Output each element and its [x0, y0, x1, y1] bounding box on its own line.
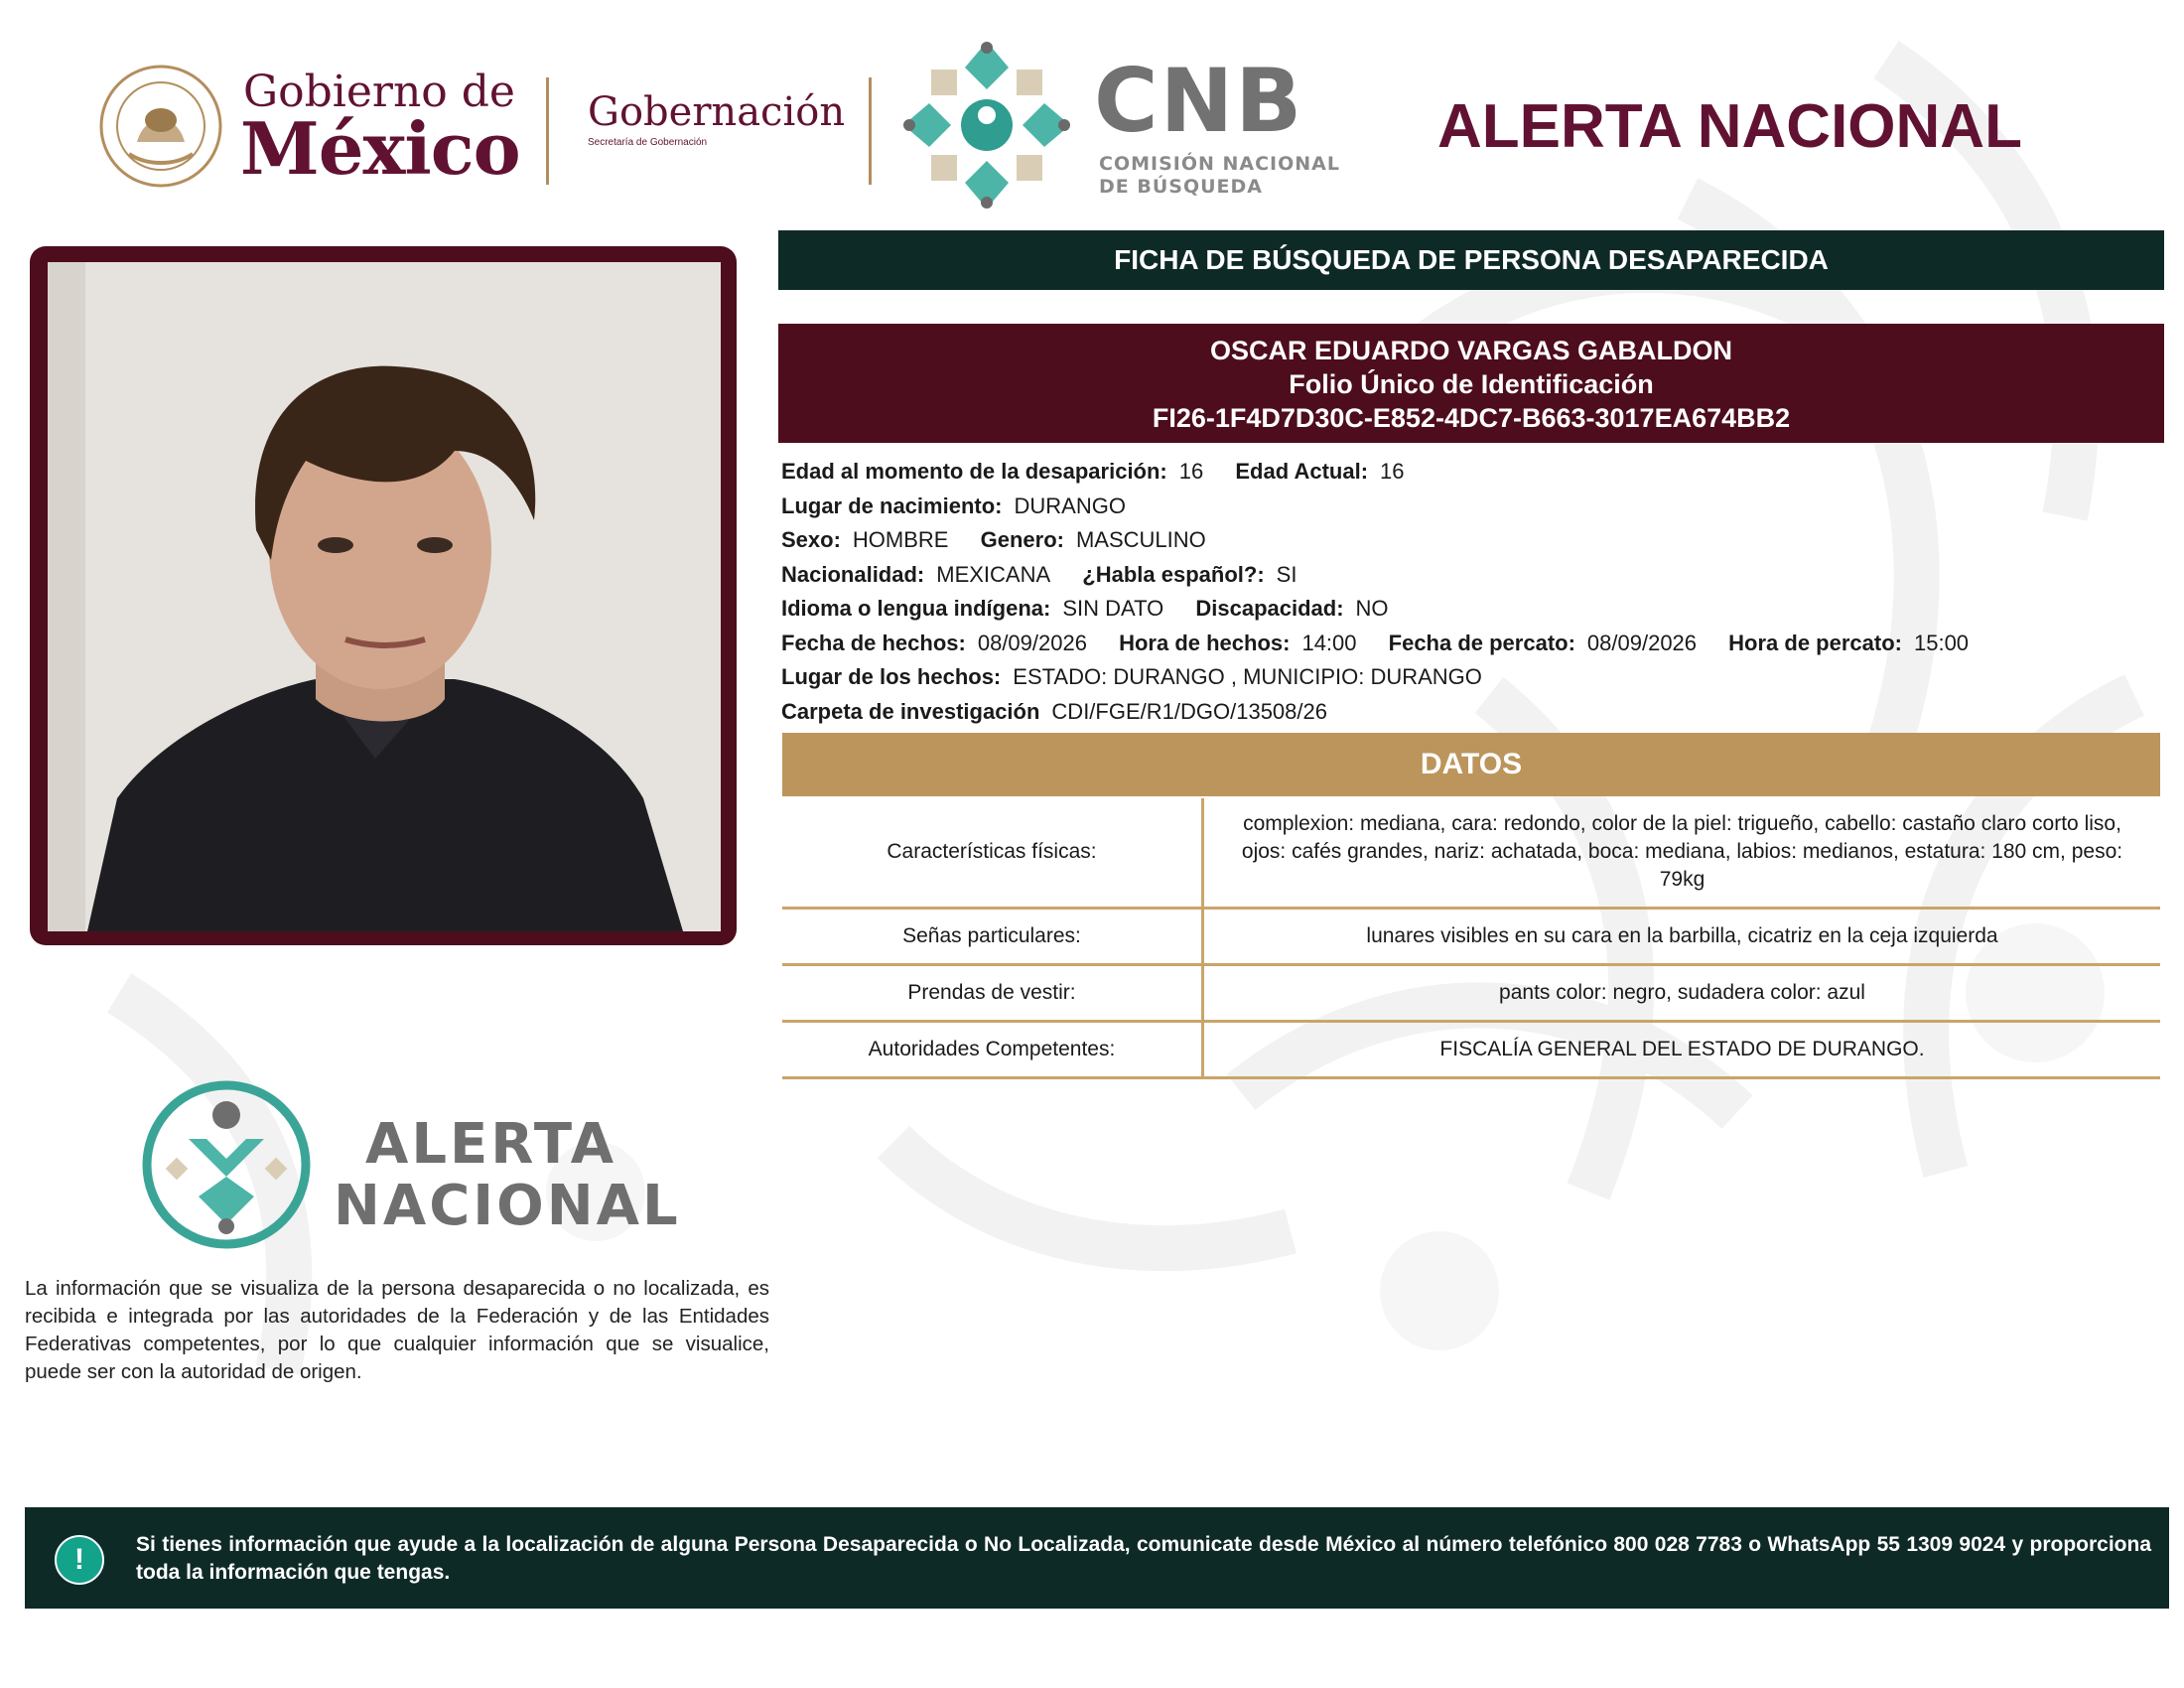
carpeta-label: Carpeta de investigación [781, 698, 1040, 724]
gobernacion-title: Gobernación [588, 89, 846, 135]
hora-percato-label: Hora de percato: [1728, 630, 1902, 655]
disclaimer-text: La información que se visualiza de la persona desaparecida o no localizada, es recibida e integrada por las autoridades de la Federación y de las Entidades Federativas competentes, por lo que cualquier información que se visualice, puede ser con la autoridad de origen. [25, 1277, 769, 1383]
nacionalidad-value: MEXICANA [936, 561, 1051, 587]
footer-banner [25, 1507, 2169, 1609]
alert-title: ALERTA NACIONAL [1437, 92, 2022, 161]
cnb-subtitle [1099, 153, 1340, 199]
header-divider [869, 77, 872, 185]
idioma-value: SIN DATO [1062, 596, 1164, 621]
info-row-idioma [781, 592, 1994, 627]
info-row-edad [781, 455, 1994, 490]
idioma-label: Idioma o lengua indígena: [781, 596, 1051, 621]
ficha-title-bar: FICHA DE BÚSQUEDA DE PERSONA DESAPARECIDA [778, 230, 2164, 290]
datos-label: Autoridades Competentes: [782, 1021, 1203, 1077]
lugar-nacimiento-value: DURANGO [1014, 492, 1126, 518]
info-row-nacionalidad [781, 558, 1994, 593]
nacionalidad-label: Nacionalidad: [781, 561, 925, 587]
folio-label: Folio Único de Identificación [1289, 369, 1654, 399]
photo-frame [30, 246, 737, 945]
lugar-hechos-value: ESTADO: DURANGO , MUNICIPIO: DURANGO [1013, 664, 1482, 689]
sexo-value: HOMBRE [852, 527, 949, 552]
footer-message: Si tienes información que ayude a la localización de alguna Persona Desaparecida o No Localizada, comunicate desde México al número telefónico 800 028 7783 o WhatsApp 55 1309 9024 y proporciona toda la información que tengas. [136, 1533, 2151, 1584]
alerta-word: ALERTA [365, 1112, 617, 1177]
datos-value: lunares visibles en su cara en la barbilla, cicatriz en la ceja izquierda [1203, 908, 2161, 964]
person-photo-image [48, 262, 721, 931]
table-row [782, 908, 2160, 964]
hora-hechos-value: 14:00 [1301, 630, 1357, 655]
genero-label: Genero: [980, 527, 1064, 552]
fecha-hechos-label: Fecha de hechos: [781, 630, 966, 655]
person-info [781, 455, 1994, 729]
table-row [782, 964, 2160, 1021]
habla-label: ¿Habla español?: [1082, 561, 1265, 587]
datos-label: Características físicas: [782, 798, 1203, 908]
gobierno-mexico-logo [89, 55, 546, 194]
header-divider [546, 77, 549, 185]
sexo-label: Sexo: [781, 527, 841, 552]
person-header [778, 324, 2164, 443]
person-name: OSCAR EDUARDO VARGAS GABALDON [1209, 336, 1732, 365]
info-row-carpeta [781, 695, 1994, 730]
genero-value: MASCULINO [1075, 527, 1206, 552]
fecha-hechos-value: 08/09/2026 [977, 630, 1087, 655]
lugar-nacimiento-label: Lugar de nacimiento: [781, 492, 1003, 518]
fecha-percato-label: Fecha de percato: [1388, 630, 1575, 655]
datos-table [782, 798, 2160, 1079]
edad-desaparicion-value: 16 [1178, 459, 1204, 484]
alerta-nacional-wordmark [334, 1114, 681, 1237]
datos-title-bar: DATOS [782, 733, 2160, 796]
datos-value: FISCALÍA GENERAL DEL ESTADO DE DURANGO. [1203, 1021, 2161, 1077]
gobierno-line2: México [240, 106, 520, 191]
fecha-percato-value: 08/09/2026 [1586, 630, 1698, 655]
national-seal-icon [97, 63, 224, 190]
datos-value: pants color: negro, sudadera color: azul [1203, 964, 2161, 1021]
cnb-subtitle-line2: DE BÚSQUEDA [1099, 176, 1263, 198]
gobernacion-logo [588, 89, 845, 148]
table-row [782, 1021, 2160, 1077]
habla-value: SI [1276, 561, 1297, 587]
folio-number: FI26-1F4D7D30C-E852-4DC7-B663-3017EA674BB2 [1152, 403, 1791, 433]
cnb-subtitle-line1: COMISIÓN NACIONAL [1099, 153, 1340, 175]
datos-label: Prendas de vestir: [782, 964, 1203, 1021]
carpeta-value: CDI/FGE/R1/DGO/13508/26 [1051, 698, 1327, 724]
gobernacion-subtitle: Secretaría de Gobernación [588, 137, 708, 148]
edad-actual-label: Edad Actual: [1235, 459, 1369, 484]
gobierno-line1: Gobierno de [243, 67, 515, 117]
hora-percato-value: 15:00 [1913, 630, 1970, 655]
cnb-emblem-icon [901, 40, 1072, 211]
datos-value: complexion: mediana, cara: redondo, color de la piel: trigueño, cabello: castaño claro corto liso, ojos: cafés grandes, nariz: achatada, boca: mediana, labios: medianos, estatura: 180 cm, peso: 79kg [1203, 798, 2161, 908]
edad-desaparicion-label: Edad al momento de la desaparición: [781, 459, 1167, 484]
info-row-sexo [781, 523, 1994, 558]
alerta-nacional-emblem-icon [139, 1077, 314, 1252]
nacional-word: NACIONAL [334, 1174, 681, 1238]
exclamation-icon: ! [55, 1535, 104, 1585]
datos-label: Señas particulares: [782, 908, 1203, 964]
info-row-fechas [781, 627, 1994, 661]
edad-actual-value: 16 [1380, 459, 1405, 484]
person-photo [48, 262, 721, 931]
discapacidad-value: NO [1355, 596, 1389, 621]
info-row-nacimiento [781, 490, 1994, 524]
table-row [782, 798, 2160, 908]
lugar-hechos-label: Lugar de los hechos: [781, 664, 1002, 689]
hora-hechos-label: Hora de hechos: [1119, 630, 1291, 655]
discapacidad-label: Discapacidad: [1195, 596, 1344, 621]
info-row-lugar-hechos [781, 660, 1994, 695]
cnb-title: CNB [1094, 50, 1304, 152]
